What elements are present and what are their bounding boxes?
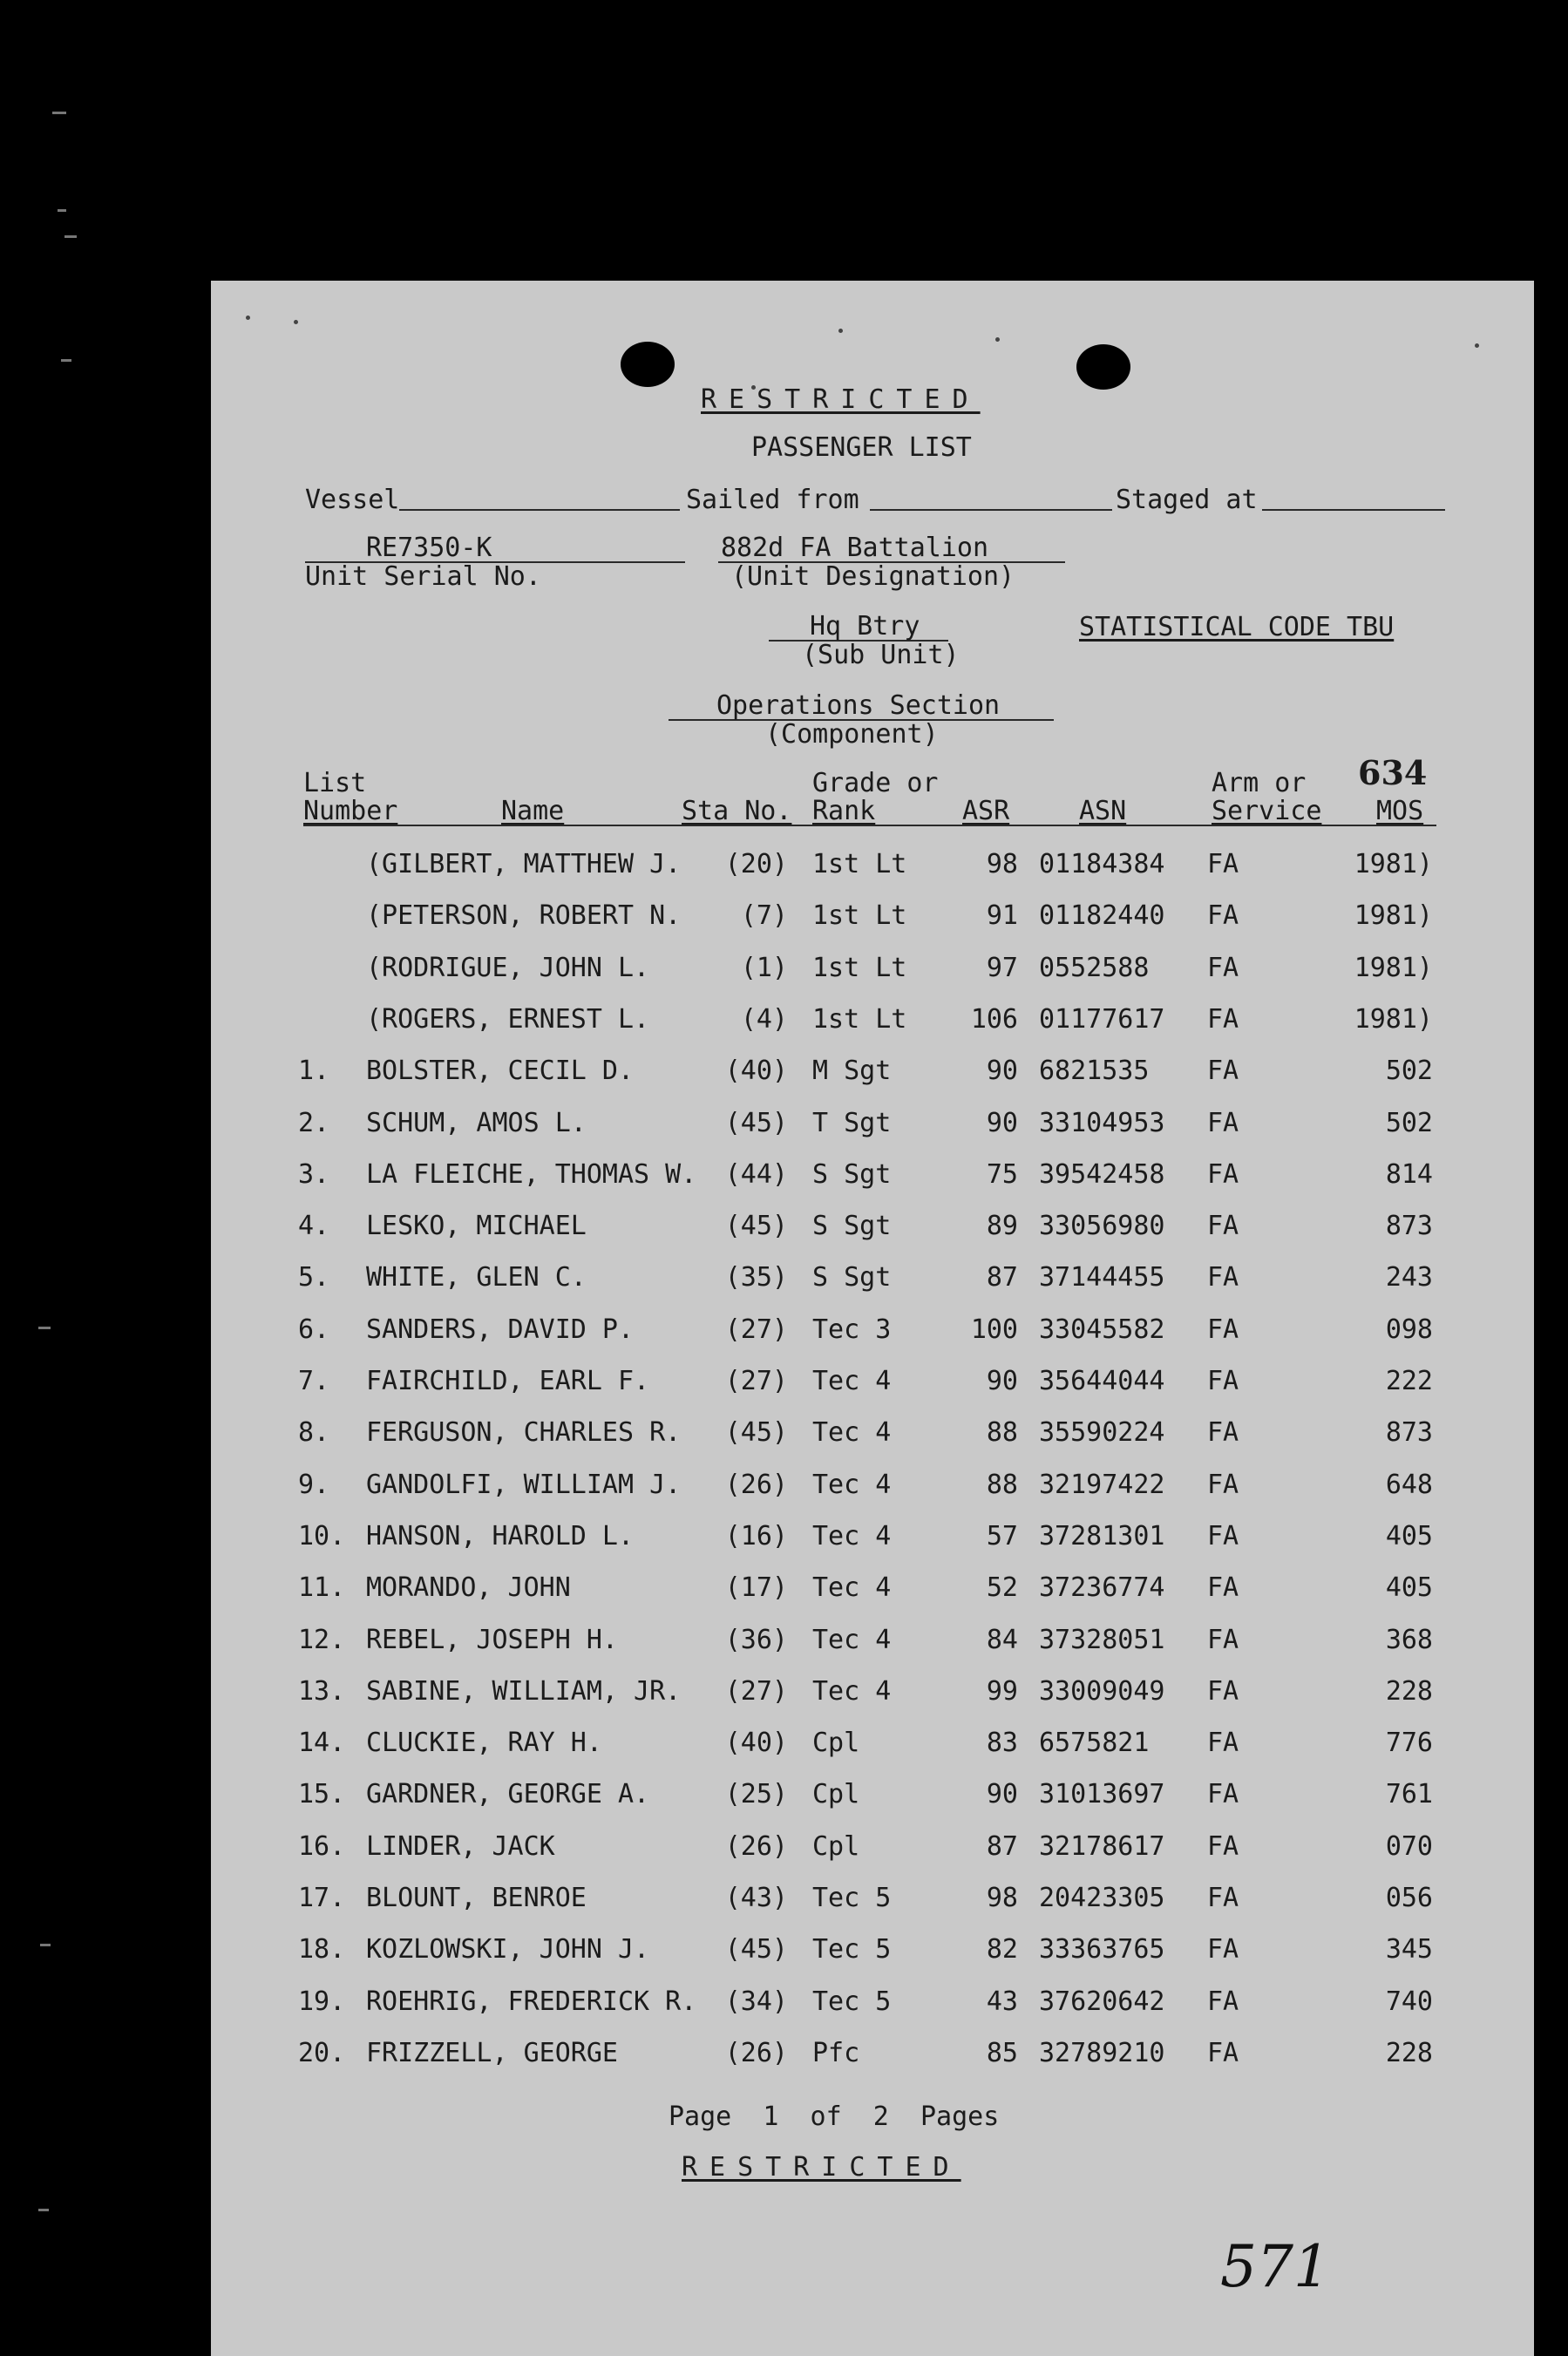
col-asn: ASN — [1079, 796, 1127, 826]
unit-serial-label: Unit Serial No. — [305, 561, 541, 592]
col-mos: MOS — [1376, 796, 1424, 826]
cell-name: GARDNER, GEORGE A. — [366, 1779, 650, 1810]
cell-name: (PETERSON, ROBERT N. — [366, 900, 682, 932]
cell-mos: 776 — [1385, 1728, 1433, 1759]
cell-rank: 1st Lt — [812, 952, 907, 983]
cell-asn: 33104953 — [1039, 1107, 1165, 1138]
cell-num: 8. — [298, 1417, 330, 1449]
cell-asr: 97 — [986, 952, 1018, 983]
cell-rank: 1st Lt — [812, 1003, 907, 1035]
cell-asn: 39542458 — [1039, 1158, 1165, 1190]
cell-asr: 52 — [986, 1572, 1018, 1604]
cell-asr: 98 — [986, 849, 1018, 879]
cell-mos: 405 — [1385, 1572, 1433, 1604]
scan-margin-mark — [64, 235, 77, 238]
cell-sta: (35) — [724, 1262, 788, 1293]
cell-rank: Cpl — [812, 1830, 860, 1862]
cell-sta: (45) — [724, 1107, 788, 1138]
table-row — [211, 2038, 1534, 2073]
cell-num: 10. — [298, 1520, 346, 1551]
cell-arm: FA — [1207, 1624, 1239, 1655]
cell-rank: S Sgt — [812, 1262, 892, 1293]
cell-asr: 75 — [986, 1158, 1018, 1190]
cell-name: WHITE, GLEN C. — [366, 1262, 587, 1293]
scan-margin-mark — [61, 359, 71, 362]
unit-serial-value: RE7350-K — [366, 533, 492, 563]
col-asr: ASR — [962, 796, 1010, 826]
cell-arm: FA — [1207, 1830, 1239, 1862]
cell-asr: 98 — [986, 1883, 1018, 1913]
cell-mos: 761 — [1385, 1779, 1433, 1810]
cell-num: 2. — [298, 1107, 330, 1138]
cell-mos: 345 — [1385, 1934, 1433, 1966]
cell-asn: 33009049 — [1039, 1675, 1165, 1707]
cell-sta: (17) — [724, 1572, 788, 1604]
cell-asr: 87 — [986, 1262, 1018, 1293]
table-row — [211, 1314, 1534, 1349]
statistical-code: STATISTICAL CODE TBU — [1079, 612, 1395, 642]
paper-speck — [995, 337, 1000, 342]
cell-sta: (45) — [724, 1211, 788, 1242]
paper-speck — [1475, 343, 1479, 348]
cell-rank: S Sgt — [812, 1211, 892, 1242]
cell-sta: (34) — [724, 1986, 788, 2017]
cell-num: 4. — [298, 1211, 330, 1242]
cell-sta: (45) — [724, 1417, 788, 1449]
cell-name: (ROGERS, ERNEST L. — [366, 1003, 650, 1035]
cell-sta: (26) — [724, 1830, 788, 1862]
cell-name: HANSON, HAROLD L. — [366, 1520, 635, 1551]
col-sta-no: Sta No. — [682, 796, 792, 826]
cell-asr: 43 — [986, 1986, 1018, 2017]
cell-sta: (26) — [724, 1469, 788, 1500]
table-row — [211, 1934, 1534, 1969]
staged-at-label: Staged at — [1116, 485, 1258, 515]
cell-name: MORANDO, JOHN — [366, 1572, 571, 1604]
cell-arm: FA — [1207, 1572, 1239, 1604]
cell-asn: 20423305 — [1039, 1883, 1165, 1913]
cell-asn: 6821535 — [1039, 1056, 1150, 1087]
cell-asn: 01177617 — [1039, 1003, 1165, 1035]
cell-sta: (27) — [724, 1314, 788, 1345]
table-row — [211, 1831, 1534, 1866]
col-list-number-line2: Number — [303, 796, 398, 826]
cell-mos: 502 — [1385, 1056, 1433, 1087]
cell-rank: Tec 4 — [812, 1624, 892, 1655]
cell-arm: FA — [1207, 1262, 1239, 1293]
cell-rank: 1st Lt — [812, 849, 907, 879]
cell-sta: (40) — [724, 1728, 788, 1759]
cell-mos: 222 — [1385, 1366, 1433, 1396]
cell-num: 6. — [298, 1314, 330, 1345]
cell-rank: S Sgt — [812, 1158, 892, 1190]
cell-asr: 84 — [986, 1624, 1018, 1655]
cell-mos: 056 — [1385, 1883, 1433, 1913]
cell-mos: 502 — [1385, 1107, 1433, 1138]
cell-num: 20. — [298, 2037, 346, 2068]
table-row — [211, 1056, 1534, 1090]
cell-rank: Tec 4 — [812, 1520, 892, 1551]
cell-rank: Tec 4 — [812, 1366, 892, 1396]
cell-sta: (27) — [724, 1675, 788, 1707]
table-row — [211, 849, 1534, 884]
punch-hole-left — [621, 342, 675, 387]
cell-num: 1. — [298, 1056, 330, 1087]
scan-margin-mark — [58, 209, 66, 212]
cell-sta: (45) — [724, 1934, 788, 1966]
cell-asr: 90 — [986, 1056, 1018, 1087]
cell-sta: (7) — [740, 900, 788, 932]
table-row — [211, 1366, 1534, 1401]
cell-rank: Pfc — [812, 2037, 860, 2068]
handwritten-number-bottom: 571 — [1220, 2233, 1330, 2300]
table-row — [211, 1625, 1534, 1660]
cell-asr: 106 — [970, 1003, 1018, 1035]
col-list-number-line1: List — [303, 768, 367, 798]
cell-sta: (40) — [724, 1056, 788, 1087]
cell-arm: FA — [1207, 900, 1239, 932]
cell-asn: 33056980 — [1039, 1211, 1165, 1242]
cell-arm: FA — [1207, 1520, 1239, 1551]
cell-arm: FA — [1207, 1314, 1239, 1345]
cell-num: 17. — [298, 1883, 346, 1913]
unit-designation-value: 882d FA Battalion — [721, 533, 989, 563]
cell-name: REBEL, JOSEPH H. — [366, 1624, 618, 1655]
cell-asn: 6575821 — [1039, 1728, 1150, 1759]
table-row — [211, 1728, 1534, 1762]
restricted-header: RESTRICTED — [701, 384, 981, 415]
cell-name: SABINE, WILLIAM, JR. — [366, 1675, 682, 1707]
cell-arm: FA — [1207, 1417, 1239, 1449]
cell-sta: (20) — [724, 849, 788, 879]
cell-mos: 228 — [1385, 1675, 1433, 1707]
cell-arm: FA — [1207, 1675, 1239, 1707]
cell-mos: 368 — [1385, 1624, 1433, 1655]
cell-asr: 90 — [986, 1779, 1018, 1810]
cell-asr: 90 — [986, 1366, 1018, 1396]
cell-num: 19. — [298, 1986, 346, 2017]
cell-mos: 814 — [1385, 1158, 1433, 1190]
cell-asn: 31013697 — [1039, 1779, 1165, 1810]
cell-asn: 33363765 — [1039, 1934, 1165, 1966]
cell-name: KOZLOWSKI, JOHN J. — [366, 1934, 650, 1966]
paper-speck — [838, 329, 843, 333]
cell-arm: FA — [1207, 849, 1239, 879]
cell-mos: 648 — [1385, 1469, 1433, 1500]
cell-rank: Tec 4 — [812, 1572, 892, 1604]
cell-asr: 85 — [986, 2037, 1018, 2068]
cell-num: 3. — [298, 1158, 330, 1190]
cell-num: 13. — [298, 1675, 346, 1707]
component-value: Operations Section — [716, 690, 1001, 721]
table-row — [211, 1159, 1534, 1194]
table-row — [211, 1572, 1534, 1607]
cell-rank: Cpl — [812, 1779, 860, 1810]
cell-sta: (27) — [724, 1366, 788, 1396]
cell-num: 16. — [298, 1830, 346, 1862]
cell-rank: Tec 5 — [812, 1986, 892, 2017]
cell-mos: 1981) — [1354, 952, 1433, 983]
document-title: PASSENGER LIST — [751, 432, 972, 463]
cell-name: (RODRIGUE, JOHN L. — [366, 952, 650, 983]
cell-name: LESKO, MICHAEL — [366, 1211, 587, 1242]
cell-arm: FA — [1207, 1728, 1239, 1759]
vessel-blank — [399, 509, 680, 511]
unit-designation-label: (Unit Designation) — [731, 561, 1015, 592]
col-arm-line2: Service — [1212, 796, 1322, 826]
table-row — [211, 900, 1534, 935]
cell-asn: 32197422 — [1039, 1469, 1165, 1500]
cell-arm: FA — [1207, 1158, 1239, 1190]
cell-name: LA FLEICHE, THOMAS W. — [366, 1158, 697, 1190]
cell-mos: 1981) — [1354, 900, 1433, 932]
cell-num: 18. — [298, 1934, 346, 1966]
cell-num: 12. — [298, 1624, 346, 1655]
cell-asr: 83 — [986, 1728, 1018, 1759]
table-row — [211, 1470, 1534, 1504]
cell-asr: 57 — [986, 1520, 1018, 1551]
passenger-list-sheet — [211, 281, 1534, 2356]
sub-unit-label: (Sub Unit) — [802, 640, 960, 670]
cell-name: LINDER, JACK — [366, 1830, 555, 1862]
cell-name: FERGUSON, CHARLES R. — [366, 1417, 682, 1449]
page-info: Page 1 of 2 Pages — [669, 2101, 1000, 2132]
sailed-from-blank — [870, 509, 1112, 511]
cell-rank: Tec 5 — [812, 1883, 892, 1913]
cell-sta: (36) — [724, 1624, 788, 1655]
cell-name: SANDERS, DAVID P. — [366, 1314, 635, 1345]
cell-num: 14. — [298, 1728, 346, 1759]
cell-name: (GILBERT, MATTHEW J. — [366, 849, 682, 879]
cell-rank: Tec 3 — [812, 1314, 892, 1345]
cell-asn: 32789210 — [1039, 2037, 1165, 2068]
table-row — [211, 1417, 1534, 1452]
cell-arm: FA — [1207, 1883, 1239, 1913]
sailed-from-label: Sailed from — [686, 485, 859, 515]
cell-arm: FA — [1207, 1056, 1239, 1087]
sub-unit-value: Hq Btry — [810, 611, 920, 642]
cell-asn: 35590224 — [1039, 1417, 1165, 1449]
vessel-label: Vessel — [305, 485, 400, 515]
cell-arm: FA — [1207, 1779, 1239, 1810]
cell-asr: 88 — [986, 1417, 1018, 1449]
cell-mos: 243 — [1385, 1262, 1433, 1293]
header-underline — [303, 825, 1436, 826]
cell-sta: (43) — [724, 1883, 788, 1913]
cell-sta: (26) — [724, 2037, 788, 2068]
scan-margin-mark — [38, 2209, 49, 2211]
table-row — [211, 1521, 1534, 1556]
table-row — [211, 1779, 1534, 1814]
cell-name: SCHUM, AMOS L. — [366, 1107, 587, 1138]
cell-asn: 37620642 — [1039, 1986, 1165, 2017]
cell-arm: FA — [1207, 1211, 1239, 1242]
cell-rank: Cpl — [812, 1728, 860, 1759]
cell-asr: 88 — [986, 1469, 1018, 1500]
cell-name: FRIZZELL, GEORGE — [366, 2037, 618, 2068]
cell-arm: FA — [1207, 1469, 1239, 1500]
cell-asn: 0552588 — [1039, 952, 1150, 983]
table-row — [211, 1108, 1534, 1143]
table-row — [211, 1883, 1534, 1918]
cell-name: FAIRCHILD, EARL F. — [366, 1366, 650, 1396]
table-row — [211, 1676, 1534, 1711]
scan-margin-mark — [40, 1944, 51, 1946]
paper-speck — [294, 320, 298, 324]
cell-asn: 35644044 — [1039, 1366, 1165, 1396]
table-row — [211, 1986, 1534, 2021]
cell-sta: (4) — [740, 1003, 788, 1035]
cell-asn: 37328051 — [1039, 1624, 1165, 1655]
cell-asn: 37281301 — [1039, 1520, 1165, 1551]
table-row — [211, 1211, 1534, 1246]
cell-name: ROEHRIG, FREDERICK R. — [366, 1986, 697, 2017]
cell-sta: (44) — [724, 1158, 788, 1190]
cell-arm: FA — [1207, 2037, 1239, 2068]
handwritten-number-top: 634 — [1358, 753, 1428, 792]
cell-arm: FA — [1207, 1934, 1239, 1966]
scan-margin-mark — [38, 1327, 51, 1329]
cell-rank: 1st Lt — [812, 900, 907, 932]
scan-margin-mark — [52, 112, 66, 114]
cell-sta: (1) — [740, 952, 788, 983]
cell-arm: FA — [1207, 952, 1239, 983]
cell-mos: 070 — [1385, 1830, 1433, 1862]
cell-asr: 99 — [986, 1675, 1018, 1707]
paper-speck — [246, 316, 250, 320]
cell-asn: 33045582 — [1039, 1314, 1165, 1345]
cell-rank: T Sgt — [812, 1107, 892, 1138]
cell-asn: 37236774 — [1039, 1572, 1165, 1604]
table-row — [211, 953, 1534, 988]
cell-rank: Tec 4 — [812, 1417, 892, 1449]
cell-asr: 91 — [986, 900, 1018, 932]
cell-num: 9. — [298, 1469, 330, 1500]
cell-name: GANDOLFI, WILLIAM J. — [366, 1469, 682, 1500]
cell-asr: 82 — [986, 1934, 1018, 1966]
cell-asn: 32178617 — [1039, 1830, 1165, 1862]
cell-sta: (16) — [724, 1520, 788, 1551]
cell-mos: 1981) — [1354, 849, 1433, 879]
cell-arm: FA — [1207, 1107, 1239, 1138]
cell-mos: 098 — [1385, 1314, 1433, 1345]
punch-hole-right — [1076, 344, 1130, 390]
col-grade-line2: Rank — [812, 796, 876, 826]
cell-name: BLOUNT, BENROE — [366, 1883, 587, 1913]
cell-asr: 87 — [986, 1830, 1018, 1862]
cell-sta: (25) — [724, 1779, 788, 1810]
cell-mos: 1981) — [1354, 1003, 1433, 1035]
cell-rank: Tec 4 — [812, 1469, 892, 1500]
cell-rank: M Sgt — [812, 1056, 892, 1087]
cell-rank: Tec 4 — [812, 1675, 892, 1707]
cell-mos: 873 — [1385, 1211, 1433, 1242]
cell-name: CLUCKIE, RAY H. — [366, 1728, 602, 1759]
col-arm-line1: Arm or — [1212, 768, 1307, 798]
cell-num: 15. — [298, 1779, 346, 1810]
col-name: Name — [501, 796, 565, 826]
cell-rank: Tec 5 — [812, 1934, 892, 1966]
restricted-footer: RESTRICTED — [682, 2152, 961, 2183]
cell-num: 11. — [298, 1572, 346, 1604]
staged-at-blank — [1262, 509, 1445, 511]
cell-asr: 100 — [970, 1314, 1018, 1345]
cell-asr: 89 — [986, 1211, 1018, 1242]
cell-arm: FA — [1207, 1986, 1239, 2017]
table-row — [211, 1262, 1534, 1297]
table-row — [211, 1004, 1534, 1039]
cell-asn: 01182440 — [1039, 900, 1165, 932]
cell-asn: 37144455 — [1039, 1262, 1165, 1293]
cell-arm: FA — [1207, 1003, 1239, 1035]
cell-num: 7. — [298, 1366, 330, 1396]
cell-mos: 740 — [1385, 1986, 1433, 2017]
cell-asn: 01184384 — [1039, 849, 1165, 879]
cell-mos: 228 — [1385, 2037, 1433, 2068]
col-grade-line1: Grade or — [812, 768, 939, 798]
component-label: (Component) — [765, 719, 939, 750]
cell-mos: 873 — [1385, 1417, 1433, 1449]
cell-num: 5. — [298, 1262, 330, 1293]
cell-arm: FA — [1207, 1366, 1239, 1396]
cell-asr: 90 — [986, 1107, 1018, 1138]
cell-mos: 405 — [1385, 1520, 1433, 1551]
cell-name: BOLSTER, CECIL D. — [366, 1056, 635, 1087]
